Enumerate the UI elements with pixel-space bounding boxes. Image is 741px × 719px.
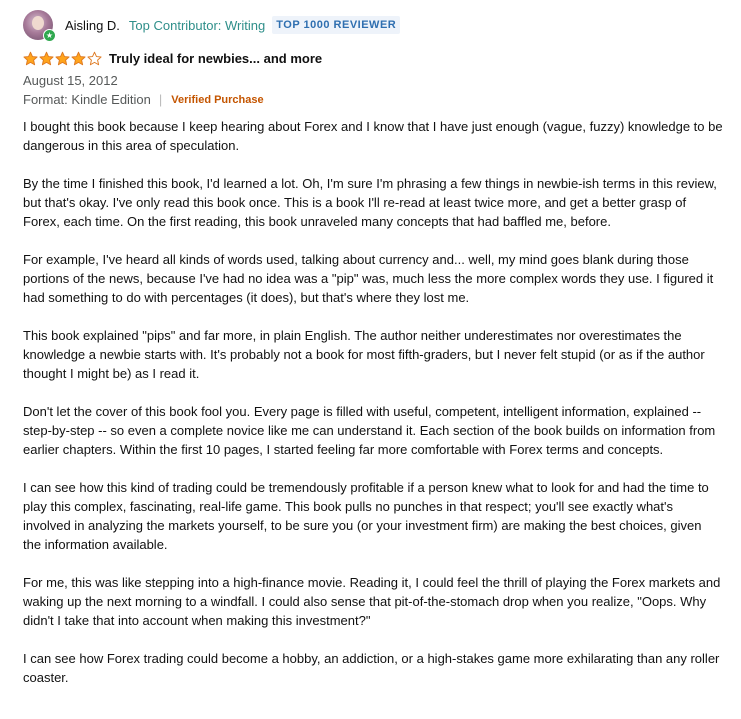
review-title-row bbox=[23, 49, 723, 67]
review-paragraph: I bought this book because I keep hearing about Forex and I know that I have just enough (vague, fuzzy) knowledge to be dangerous in this area of speculation. bbox=[23, 119, 723, 153]
star-rating[interactable] bbox=[23, 51, 103, 66]
star-full-icon bbox=[55, 51, 70, 66]
star-empty-icon bbox=[87, 51, 102, 66]
star-full-icon bbox=[23, 51, 38, 66]
review-paragraph: I can see how Forex trading could become a hobby, an addiction, or a high-stakes game more exhilarating than any roller coaster. bbox=[23, 651, 720, 685]
avatar[interactable] bbox=[23, 10, 53, 40]
star-full-icon bbox=[71, 51, 86, 66]
avatar-image bbox=[32, 16, 44, 30]
review-paragraph: This book explained "pips" and far more, in plain English. The author neither underestimates nor overestimates the knowledge a newbie starts with. It's probably not a book for most fifth-graders, but I never felt stupid (or as if the author thought I might be) as I read it. bbox=[23, 328, 705, 381]
review-paragraph: By the time I finished this book, I'd learned a lot. Oh, I'm sure I'm phrasing a few things in newbie-ish terms in this review, but that's okay. I've only read this book once. This is a book I'll re-read at least twice more, and get a better grasp of Forex, each time. On the first reading, this book unraveled many concepts that had baffled me, before. bbox=[23, 176, 717, 229]
reviewer-rank-badge[interactable]: TOP 1000 REVIEWER bbox=[272, 16, 400, 34]
review-profile bbox=[23, 10, 723, 40]
author-name[interactable]: Aisling D. bbox=[65, 17, 120, 33]
customer-review bbox=[23, 10, 723, 687]
review-paragraph: Don't let the cover of this book fool you. Every page is filled with useful, competent, intelligent information, explained -- step-by-step -- so even a complete novice like me can understand it. Each section of the book builds on information from earlier chapters. Within the first 10 pages, I started feeling far more comfortable with Forex terms and concepts. bbox=[23, 404, 716, 457]
separator: | bbox=[158, 92, 163, 107]
review-paragraph: I can see how this kind of trading could be tremendously profitable if a person knew what to look for and had the time to play this complex, fascinating, real-life game. This book pulls no punches in that respect; you'll see exactly what's involved in analyzing the markets yourself, to be sure you (or your investment firm) are making the best choices, given the information available. bbox=[23, 480, 709, 552]
review-format[interactable]: Format: Kindle Edition bbox=[23, 92, 151, 107]
format-row bbox=[23, 92, 723, 108]
contributor-badge-icon: ★ bbox=[43, 29, 56, 42]
contributor-label[interactable]: Top Contributor: Writing bbox=[128, 17, 266, 33]
review-paragraph: For example, I've heard all kinds of words used, talking about currency and... well, my mind goes blank during those portions of the news, because I've had no idea was a "pip" was, much less the more complex words they use. I figured it had something to do with percentages (it does), but that's where they lost me. bbox=[23, 252, 714, 305]
verified-purchase-badge: Verified Purchase bbox=[171, 94, 264, 106]
star-full-icon bbox=[39, 51, 54, 66]
review-paragraph: For me, this was like stepping into a high-finance movie. Reading it, I could feel the thrill of playing the Forex markets and waking up the next morning to a windfall. I could also sense that pit-of-the-stomach drop when you realize, "Oops. Why didn't I take that into account when making this investment?" bbox=[23, 575, 721, 628]
review-date: August 15, 2012 bbox=[23, 73, 118, 88]
review-title[interactable]: Truly ideal for newbies... and more bbox=[109, 50, 323, 66]
review-body bbox=[23, 117, 723, 687]
